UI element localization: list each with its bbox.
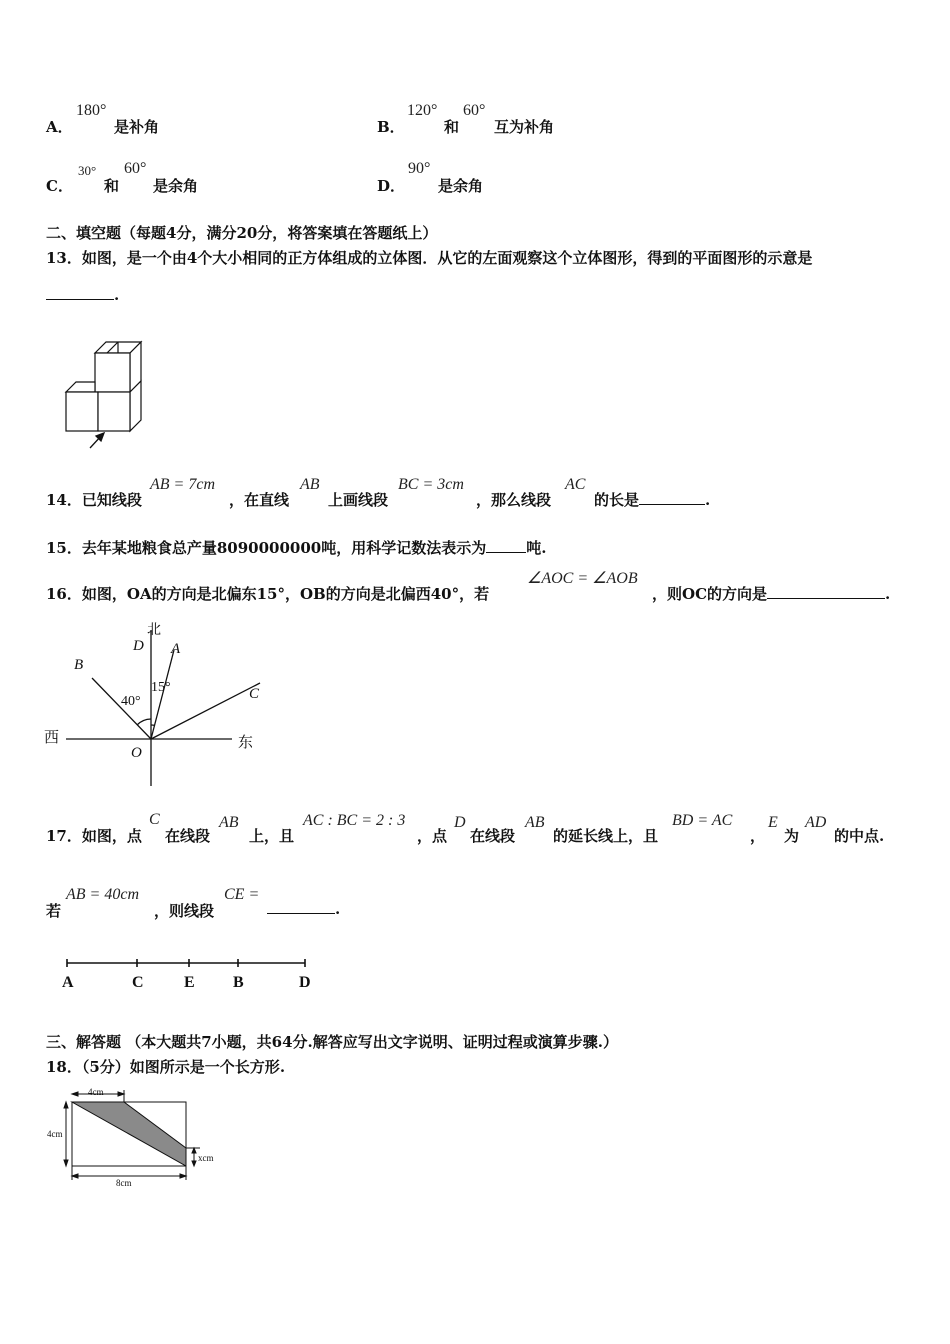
option-c-text: 是余角 xyxy=(153,177,199,195)
label-d: D xyxy=(299,974,311,991)
option-a-math: 180° xyxy=(76,102,107,119)
q18-text: 18．（5分）如图所示是一个长方形. xyxy=(46,1058,286,1076)
option-a-label: A． xyxy=(46,118,73,136)
q17-m6: BD = AC xyxy=(672,812,733,829)
point-a: A xyxy=(171,641,181,657)
arrow-icon xyxy=(180,1174,186,1178)
section-3-title: 三、解答题 （本大题共7小题，共64分.解答应写出文字说明、证明过程或演算步骤.） xyxy=(46,1033,618,1051)
option-b-text: 互为补角 xyxy=(494,118,555,136)
cube-lower-right xyxy=(98,392,130,431)
q17-p4: ，点 xyxy=(417,827,448,845)
q14-p3: 上画线段 xyxy=(328,491,389,509)
q14-p1: 14．已知线段 xyxy=(46,491,142,509)
q17-p5: 在线段 xyxy=(470,827,516,845)
option-b-math1: 120° xyxy=(407,102,438,119)
arrow-icon xyxy=(72,1092,78,1096)
q17-m4: D xyxy=(454,814,466,831)
q17-m1: C xyxy=(149,811,160,828)
rect-left-label: 4cm xyxy=(47,1129,63,1139)
angle-40-arc xyxy=(137,719,151,725)
q17-p6: 的延长线上，且 xyxy=(553,827,659,845)
q17-answer xyxy=(267,900,340,918)
angle-15-label: 15° xyxy=(151,680,171,695)
arrow-icon xyxy=(192,1148,196,1153)
q14-p2: ，在直线 xyxy=(229,491,290,509)
q17-blank[interactable] xyxy=(267,901,335,914)
q13-text: 13．如图，是一个由4个大小相同的正方体组成的立体图．从它的左面观察这个立体图形，得到的平面图形的示意是 xyxy=(46,249,813,267)
q14-m4: AC xyxy=(565,476,586,493)
q16-m1: ∠AOC = ∠AOB xyxy=(527,570,638,587)
q15-line xyxy=(46,537,546,558)
point-b: B xyxy=(74,657,84,673)
q17-p7: ， xyxy=(750,827,766,845)
section-2-title: 二、填空题（每题4分，满分20分，将答案填在答题纸上） xyxy=(46,224,438,242)
cube-left-top xyxy=(66,382,95,392)
arrow-icon xyxy=(118,1092,124,1096)
arrow-icon xyxy=(192,1161,196,1166)
label-b: B xyxy=(233,974,244,991)
rect-right-label: xcm xyxy=(198,1153,214,1163)
q17-line2-m2: CE = xyxy=(224,886,260,903)
q15-p1: 15．去年某地粮食总产量8090000000吨，用科学记数法表示为 xyxy=(46,539,487,557)
segment-figure xyxy=(55,954,325,996)
rect-bottom-label: 8cm xyxy=(116,1178,132,1188)
q17-m3: AC : BC = 2 : 3 xyxy=(303,812,406,829)
angle-15-arc xyxy=(151,725,155,726)
compass-east: 东 xyxy=(238,735,254,751)
q17-m2: AB xyxy=(219,814,239,831)
q17-m5: AB xyxy=(525,814,545,831)
rect-top-label: 4cm xyxy=(88,1087,104,1097)
rectangle-figure xyxy=(44,1084,224,1190)
option-c-label: C． xyxy=(46,177,73,195)
q14-blank[interactable] xyxy=(639,492,705,505)
q17-line2-m1: AB = 40cm xyxy=(66,886,139,903)
view-arrow-icon xyxy=(90,433,104,448)
q17-p3: 上，且 xyxy=(249,827,295,845)
q14-m2: AB xyxy=(300,476,320,493)
q17-m7: E xyxy=(768,814,778,831)
compass-west: 西 xyxy=(44,730,60,746)
compass-figure xyxy=(40,618,280,790)
shaded-region xyxy=(72,1102,186,1166)
q13-end: . xyxy=(114,286,120,304)
option-d-math: 90° xyxy=(408,160,431,177)
q16-p2: ，则OC的方向是 xyxy=(652,585,768,603)
q16-end: . xyxy=(885,585,891,603)
q17-line2-p2: ，则线段 xyxy=(154,902,215,920)
point-d: D xyxy=(133,638,144,654)
point-c: C xyxy=(249,686,260,702)
option-b-math2: 60° xyxy=(463,102,486,119)
q14-answer xyxy=(594,489,710,510)
option-d-text: 是余角 xyxy=(438,177,484,195)
q13-answer-line xyxy=(46,286,119,304)
cube-top-front xyxy=(95,353,130,392)
q17-p1: 17．如图，点 xyxy=(46,827,142,845)
q14-m1: AB = 7cm xyxy=(150,476,215,493)
cube-lower-left xyxy=(66,392,98,431)
label-a: A xyxy=(62,974,74,991)
q17-line2-p1: 若 xyxy=(46,902,62,920)
option-a-text: 是补角 xyxy=(114,118,160,136)
q17-p8: 为 xyxy=(784,827,800,845)
cube-figure xyxy=(60,336,150,454)
q15-blank[interactable] xyxy=(486,540,526,553)
label-c: C xyxy=(132,974,144,991)
arrow-icon xyxy=(72,1174,78,1178)
q16-blank[interactable] xyxy=(767,586,885,599)
label-e: E xyxy=(184,974,195,991)
q17-p2: 在线段 xyxy=(165,827,211,845)
compass-north: 北 xyxy=(147,623,161,638)
option-c-and: 和 xyxy=(104,177,120,195)
q14-end: . xyxy=(705,491,711,509)
q14-p5: 的长是 xyxy=(594,491,640,509)
q17-m8: AD xyxy=(805,814,827,831)
q15-p2: 吨. xyxy=(526,539,547,557)
arrow-icon xyxy=(64,1102,68,1108)
q16-answer xyxy=(652,583,890,604)
point-o: O xyxy=(131,745,142,761)
q14-p4: ，那么线段 xyxy=(476,491,552,509)
angle-40-label: 40° xyxy=(121,694,141,709)
option-b-label: B． xyxy=(377,118,405,136)
q16-p1: 16．如图，OA的方向是北偏东15°，OB的方向是北偏西40°，若 xyxy=(46,585,490,603)
q13-blank[interactable] xyxy=(46,287,114,300)
option-c-math2: 60° xyxy=(124,160,147,177)
arrow-icon xyxy=(64,1160,68,1166)
option-b-and: 和 xyxy=(444,118,460,136)
q17-p9: 的中点. xyxy=(834,827,885,845)
option-d-label: D． xyxy=(377,177,406,195)
q14-m3: BC = 3cm xyxy=(398,476,464,493)
q17-end: . xyxy=(335,900,341,918)
option-c-math1: 30° xyxy=(78,163,97,178)
